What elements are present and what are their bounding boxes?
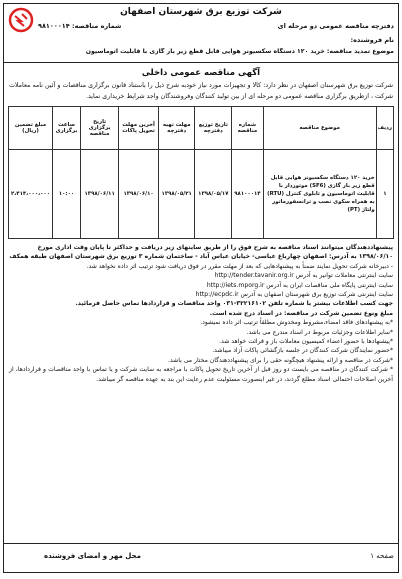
cell-subject: خرید ۱۲۰ دستگاه سکسیونر هوایی قابل قطع زیر بار گازی (SF6) موتوردار با قابلیت اتوماسیون و تابلوی کنترل (RTU) به همراه سکوی نصب و ترانسفورماتور ولتاژ (PT) (263, 150, 376, 239)
body-line: پیشنهاددهندگان میتوانند اسناد مناقصه به شرح فوق را از طریق سایتهای زیر دریافت و حداکثر تا پایان وقت اداری مورخ (37, 244, 393, 251)
iets-link[interactable]: سایت اینترنتی پایگاه ملی مناقصات ایران به آدرس http://iets.mporg.ir (206, 281, 393, 289)
company-logo-icon (8, 7, 34, 33)
tender-subject: موضوع تمدید مناقصه: خرید ۱۲۰ دستگاه سکسیونر هوایی قابل قطع زیر بار گازی با قابلیت اتوماسیون (85, 48, 394, 55)
table-row (9, 150, 394, 239)
document-header (4, 4, 398, 63)
col-opening-time: ساعت برگزاری (53, 107, 81, 150)
cell-delivery: ۱۳۹۸/۰۶/۱۰ (119, 150, 159, 239)
body-line: - دبیرخانه شرکت تحویل نمایند ضمناً به پیشنهادهایی که بعد از مهلت مقرر در فوق دریافت شود ترتیب اثر داده نخواهد شد. (86, 262, 393, 270)
cell-opening-time: ۱۰:۰۰ (53, 150, 81, 239)
col-index: ردیف (376, 107, 393, 150)
tender-number: شماره مناقصه: ۹۸۱۰۰۰۱۴ (38, 22, 122, 30)
tender-page (3, 3, 399, 573)
body-line: *شرکت در مناقصه و ارائه پیشنهاد هیچگونه حقی را برای پیشنهاددهندگان مختار می باشد. (168, 356, 393, 364)
ecpdc-link[interactable]: سایت اینترنتی شرکت توزیع برق شهرستان اصفهان به آدرس http://ecpdc.ir (195, 291, 393, 299)
body-line: ۱۳۹۸/۰۶/۱۰ به آدرس: اصفهان چهارباغ عباسی- خیابان عباس آباد - ساختمان شماره ۳ توزیع برق شهرستان اصفهان طبقه همکف (9, 253, 393, 261)
cell-number: ۹۸۱۰۰۰۱۴ (232, 150, 264, 239)
ad-title: آگهی مناقصه عمومی داخلی (141, 68, 261, 78)
body-line: * شرکت کنندگان در مناقصه می بایست دو روز قبل از آخرین تاریخ تحویل پاکات با مراجعه به سایت شرکت و یا تماس با واحد مناقصات و قراردادها، از آخرین اصلاحات احتمالی اسناد مطلع گردند، در غیر اینصورت مسئولیت عدم رعایت این بند به عهده مناقصه گر میباشد. (9, 366, 393, 383)
tavanir-link[interactable]: سایت اینترنتی معاملات توانیر به آدرس http://tender.tavanir.org.ir (214, 272, 393, 280)
body-line: *به پیشنهادهای فاقد امضاء،مشروط ومخدوش مطلقاً ترتیب اثر داده نمیشود. (200, 319, 393, 327)
col-opening-date: تاریخ برگزاری مناقصه (81, 107, 119, 150)
col-number: شماره مناقصه (232, 107, 264, 150)
body-line: جهت کسب اطلاعات بیشتر با شماره تلفن ۳۲۲۱۶۱۰۲-۰۳۱ واحد مناقصات و قراردادها تماس حاصل فرمائید. (75, 300, 393, 308)
cell-distribution: ۱۳۹۸/۰۵/۱۷ (195, 150, 232, 239)
col-delivery: آخرین مهلت تحویل پاکات (119, 107, 159, 150)
signature-label: محل مهر و امضای فروشنده (44, 552, 141, 560)
page-number: صفحه ۱ (370, 552, 394, 560)
intro-paragraph: شرکت توزیع برق شهرستان اصفهان در نظر دارد: کالا و تجهیزات مورد نیاز خودبه شرح ذیل را باستناد قانون برگزاری مناقصات و آئین نامه معاملات شرکت ، ازطریق برگزاری مناقصه عمومی دو مرحله ای از بین تولید کنندگان وفروشندگان واجد شرایط خریداری نماید. (9, 82, 393, 100)
body-line: *پیشنهادها با حضور اعضاء کمیسیون معاملات باز و قرائت خواهد شد. (219, 338, 393, 346)
col-prep: مهلت تهیه دفترچه (158, 107, 194, 150)
cell-prep: ۱۳۹۸/۰۵/۲۱ (158, 150, 194, 239)
col-distribution: تاریخ توزیع دفترچه (195, 107, 232, 150)
cell-opening-date: ۱۳۹۸/۰۶/۱۱ (81, 150, 119, 239)
tender-table (8, 106, 394, 239)
body-line: مبلغ ونوع تضمین شرکت در مناقصه: در اسناد درج شده است. (209, 309, 393, 317)
cell-index: ۱ (376, 150, 393, 239)
body-line: *حضور نمایندگان شرکت کنندگان در جلسه بازگشائی پاکات آزاد میباشد. (212, 347, 393, 355)
cell-guarantee: ۲،۴۱۴،۰۰۰،۰۰۰ (9, 150, 53, 239)
company-name: شرکت توزیع برق شهرستان اصفهان (120, 7, 282, 17)
tender-title: دفترچه مناقصه عمومی دو مرحله ای (277, 22, 394, 30)
tender-body (4, 239, 398, 384)
document-footer (4, 543, 398, 568)
col-guarantee: مبلغ تضمین (ریال) (9, 107, 53, 150)
body-line: *سایر اطلاعات وجزئیات مربوط در اسناد مندرج می باشد. (246, 328, 393, 336)
vendor-label: نام فروشنده: (350, 36, 394, 44)
col-subject: موضوع مناقصه (263, 107, 376, 150)
